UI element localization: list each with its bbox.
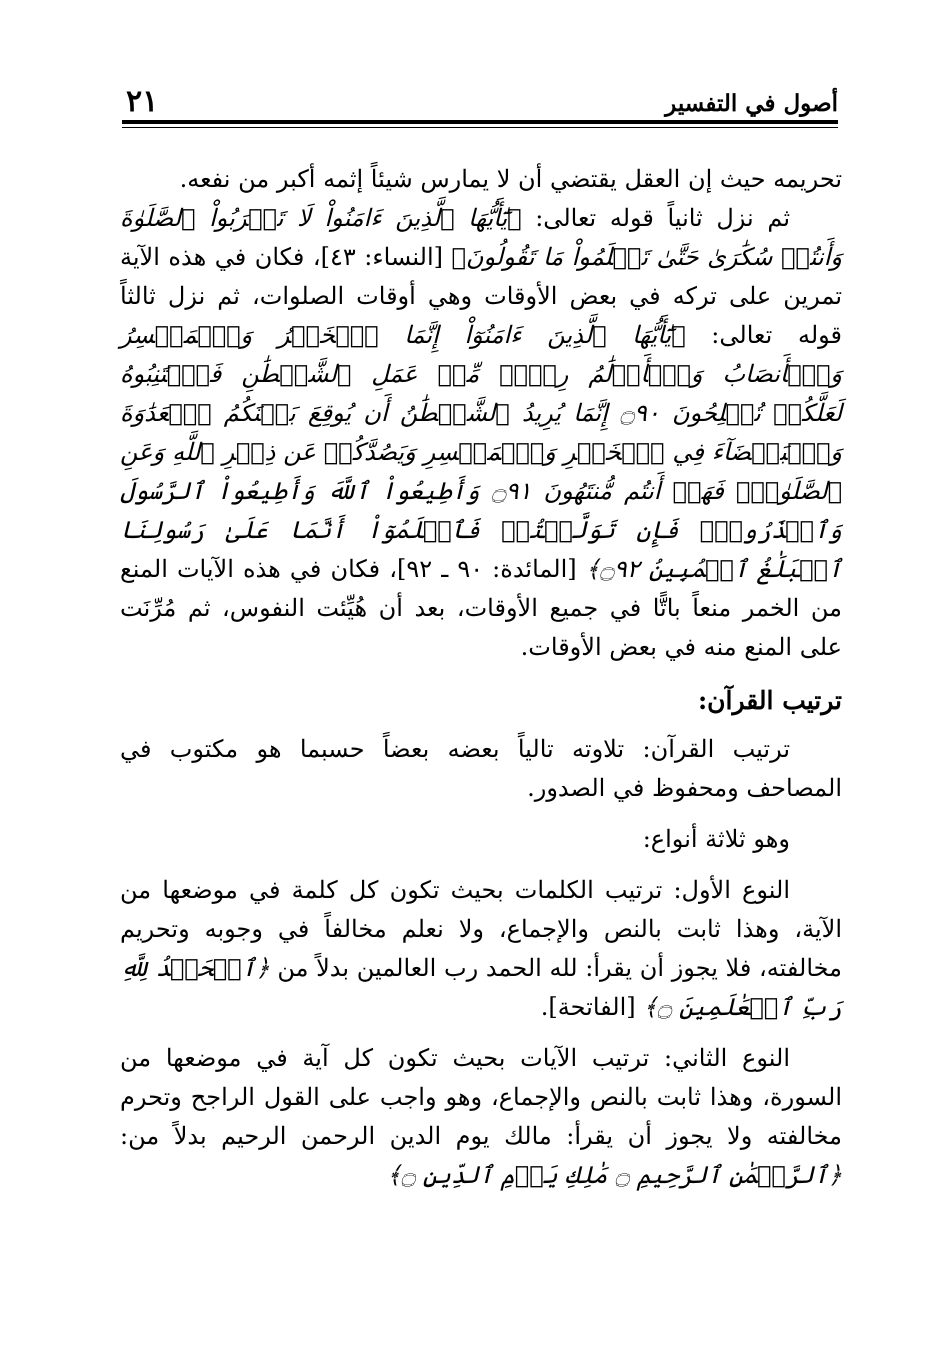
paragraph-4: وهو ثلاثة أنواع: bbox=[642, 825, 790, 853]
paragraph-2-ref: [النساء: ٤٣]، فكان في هذه الآية تمرين على تركه في بعض الأوقات وهي أوقات الصلوات، ثم نزل ثالثاً قوله تعالى: bbox=[120, 243, 842, 349]
paragraph-1: تحريمه حيث إن العقل يقتضي أن لا يمارس شيئاً إثمه أكبر من نفعه. bbox=[179, 165, 842, 193]
quran-verse-nisa: ﴿يَٰٓأَيُّهَا ٱلَّذِينَ ءَامَنُواْ لَا تَقۡرَبُواْ ٱلصَّلَوٰةَ وَأَنتُمۡ سُكَٰرَىٰ حَتَّىٰ تَعۡلَمُواْ مَا تَقُولُونَ﴾ bbox=[120, 204, 842, 271]
paragraph-2-intro: ثم نزل ثانياً قوله تعالى: bbox=[521, 204, 791, 232]
header-rule-thick bbox=[122, 120, 838, 124]
section-heading: ترتيب القرآن: bbox=[697, 686, 842, 715]
paragraph-5-ref: [الفاتحة]. bbox=[540, 993, 644, 1021]
paragraph-5 bbox=[120, 871, 842, 1027]
page-number: ٢١ bbox=[126, 84, 159, 119]
paragraph-5-intro: النوع الأول: ترتيب الكلمات بحيث تكون كل كلمة في موضعها من الآية، وهذا ثابت بالنص والإجماع، ولا نعلم مخالفاً في وجوبه وتحريم مخالفته، فلا يجوز أن يقرأ: لله الحمد رب العالمين بدلاً من bbox=[120, 876, 842, 982]
quran-verse-fatiha: ﴿ٱلۡحَمۡدُ لِلَّهِ رَبِّ ٱلۡعَٰلَمِينَ ۝﴾ bbox=[120, 954, 842, 1021]
quran-verse-maidah: ﴿يَٰٓأَيُّهَا ٱلَّذِينَ ءَامَنُوٓاْ إِنَّمَا ٱلۡخَمۡرُ وَٱلۡمَيۡسِرُ وَٱلۡأَنصَابُ وَٱلۡأَزۡلَٰمُ رِجۡسٞ مِّنۡ عَمَلِ ٱلشَّيۡطَٰنِ فَٱجۡتَنِبُوهُ لَعَلَّكُمۡ تُفۡلِحُونَ ۝٩٠ إِنَّمَا يُرِيدُ ٱلشَّيۡطَٰنُ أَن يُوقِعَ بَيۡنَكُمُ ٱلۡعَدَٰوَةَ وَٱلۡبَغۡضَآءَ فِي ٱلۡخَمۡرِ وَٱلۡمَيۡسِرِ وَيَصُدَّكُمۡ عَن ذِكۡرِ ٱللَّهِ وَعَنِ ٱلصَّلَوٰةِۖ فَهَلۡ أَنتُم مُّنتَهُونَ ۝٩١ وَأَطِيعُواْ ٱللَّهَ وَأَطِيعُواْ ٱلرَّسُولَ وَٱحۡذَرُواْۚ فَإِن تَوَلَّيۡتُمۡ فَٱعۡلَمُوٓاْ أَنَّمَا عَلَىٰ رَسُولِنَا ٱلۡبَلَٰغُ ٱلۡمُبِينُ ۝٩٢﴾ bbox=[120, 321, 843, 583]
paragraph-6 bbox=[120, 1039, 842, 1195]
paragraph-6-intro: النوع الثاني: ترتيب الآيات بحيث تكون كل آية في موضعها من السورة، وهذا ثابت بالنص والإجماع، وهو واجب على القول الراجح وتحرم مخالفته ولا يجوز أن يقرأ: مالك يوم الدين الرحمن الرحيم بدلاً من: bbox=[120, 1044, 842, 1150]
page-body bbox=[120, 160, 842, 1195]
paragraph-2 bbox=[120, 199, 842, 667]
header-rule-thin bbox=[122, 127, 838, 128]
page-header bbox=[122, 86, 838, 120]
running-title: أصول في التفسير bbox=[665, 90, 838, 117]
quran-verse-fatiha-2: ﴿ٱلرَّحۡمَٰنِ ٱلرَّحِيمِ ۝ مَٰلِكِ يَوۡمِ ٱلدِّينِ ۝﴾ bbox=[387, 1161, 842, 1189]
paragraph-3: ترتيب القرآن: تلاوته تالياً بعضه بعضاً حسبما هو مكتوب في المصاحف ومحفوظ في الصدور. bbox=[120, 735, 842, 802]
paragraph-2-end: [المائدة: ٩٠ ـ ٩٢]، فكان في هذه الآيات المنع من الخمر منعاً باتًّا في جميع الأوقات، بعد أن هُيِّئت النفوس، ثم مُرِّنَت على المنع منه في بعض الأوقات. bbox=[120, 555, 842, 661]
